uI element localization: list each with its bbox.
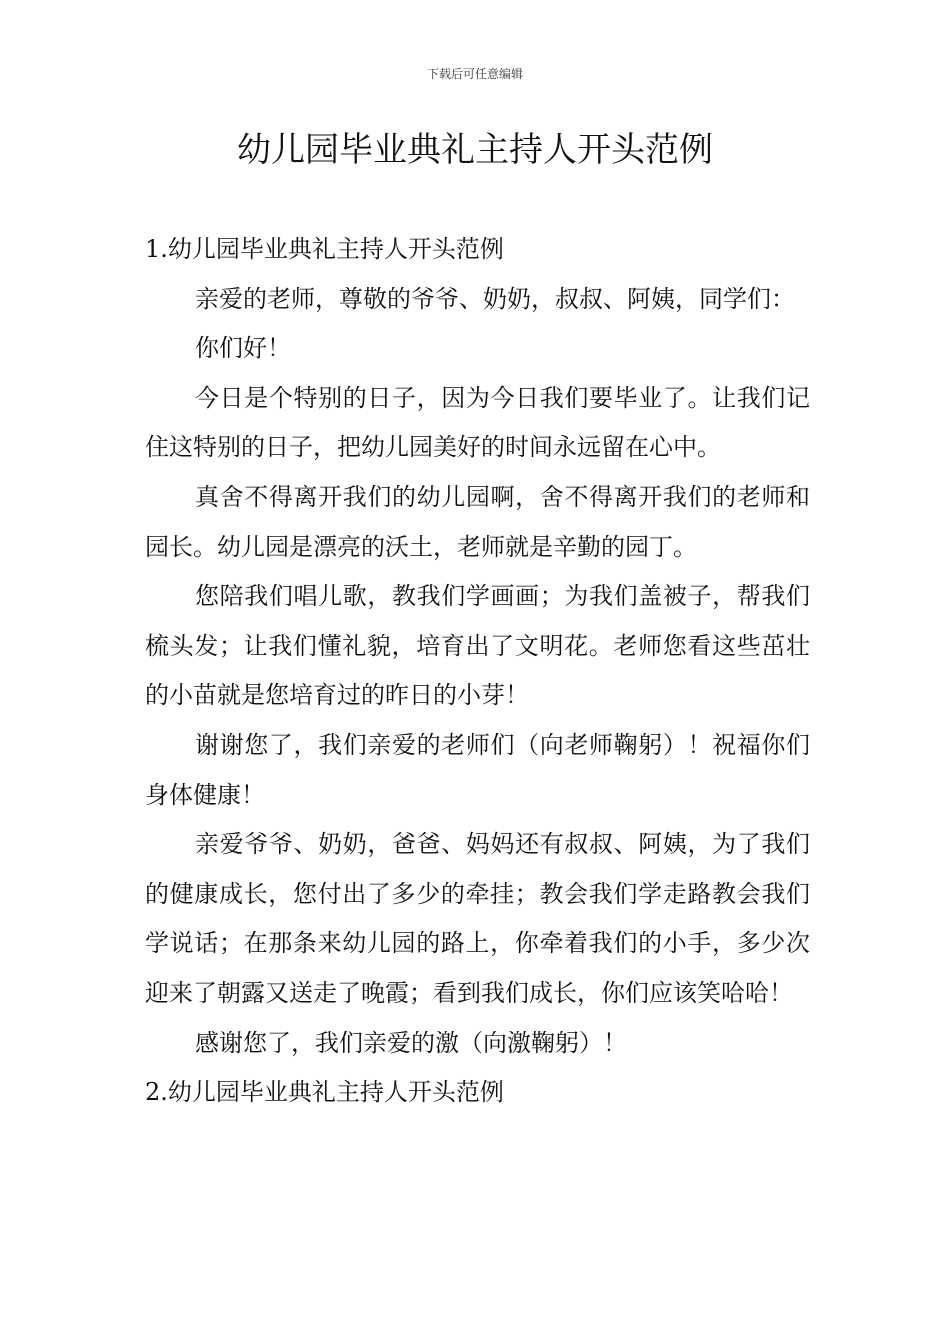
document-body	[145, 225, 810, 1118]
paragraph: 感谢您了，我们亲爱的激（向激鞠躬）！	[195, 1028, 627, 1057]
paragraph: 真舍不得离开我们的幼儿园啊，舍不得离开我们的老师和园长。幼儿园是漂亮的沃土，老师就是辛勤的园丁。	[145, 482, 810, 561]
paragraph: 亲爱的老师，尊敬的爷爷、奶奶，叔叔、阿姨，同学们：	[195, 284, 795, 313]
document-title: 幼儿园毕业典礼主持人开头范例	[237, 130, 713, 170]
paragraph: 今日是个特别的日子，因为今日我们要毕业了。让我们记住这特别的日子，把幼儿园美好的时间永远留在心中。	[145, 383, 810, 462]
section-heading-1: 1.幼儿园毕业典礼主持人开头范例	[145, 235, 504, 263]
paragraph: 谢谢您了，我们亲爱的老师们（向老师鞠躬）！祝福你们身体健康！	[145, 730, 810, 809]
header-note: 下载后可任意编辑	[426, 67, 523, 81]
paragraph: 亲爱爷爷、奶奶，爸爸、妈妈还有叔叔、阿姨，为了我们的健康成长，您付出了多少的牵挂；教会我们学走路教会我们学说话；在那条来幼儿园的路上，你牵着我们的小手，多少次迎来了朝露又送走了晚霞；看到我们成长，你们应该笑哈哈！	[145, 830, 810, 1007]
paragraph: 您陪我们唱儿歌，教我们学画画；为我们盖被子，帮我们梳头发；让我们懂礼貌，培育出了文明花。老师您看这些茁壮的小苗就是您培育过的昨日的小芽！	[145, 582, 810, 710]
paragraph: 你们好！	[195, 334, 291, 363]
section-heading-2: 2.幼儿园毕业典礼主持人开头范例	[145, 1078, 504, 1107]
